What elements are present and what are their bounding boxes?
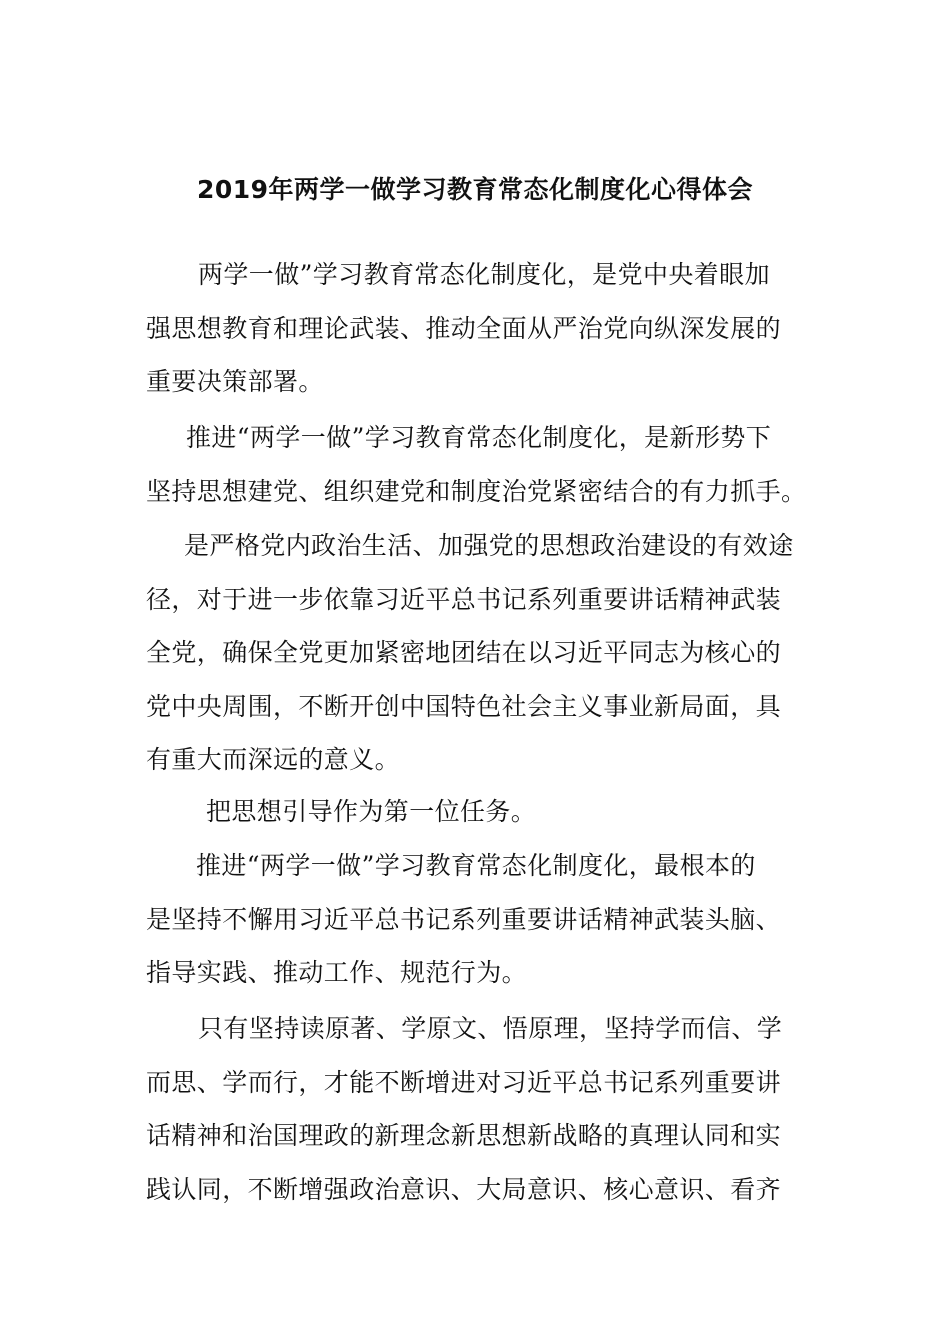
- paragraph-line: 是坚持不懈用习近平总书记系列重要讲话精神武装头脑、: [146, 904, 782, 934]
- paragraph-line: 全党，确保全党更加紧密地团结在以习近平同志为核心的: [146, 638, 782, 667]
- paragraph-line: 党中央周围，不断开创中国特色社会主义事业新局面，具: [146, 691, 782, 721]
- paragraph-line: 把思想引导作为第一位任务。: [206, 797, 537, 826]
- paragraph-line: 有重大而深远的意义。: [146, 745, 401, 774]
- paragraph-5: [146, 839, 796, 1000]
- paragraph-line: 推进“两学一做”学习教育常态化制度化，是新形势下: [186, 423, 772, 452]
- paragraph-line: 只有坚持读原著、学原文、悟原理，坚持学而信、学: [198, 1014, 783, 1043]
- document-title: 2019年两学一做学习教育常态化制度化心得体会: [196, 175, 754, 204]
- paragraph-line: 践认同，不断增强政治意识、大局意识、核心意识、看齐: [146, 1174, 782, 1204]
- paragraph-1: [146, 248, 796, 409]
- paragraph-line: 重要决策部署。: [146, 367, 324, 396]
- paragraph-2: [146, 411, 807, 518]
- paragraph-6: [146, 1002, 796, 1216]
- paragraph-line: 径，对于进一步依靠习近平总书记系列重要讲话精神武装: [146, 584, 782, 614]
- paragraph-line: 而思、学而行，才能不断增进对习近平总书记系列重要讲: [146, 1067, 782, 1097]
- paragraph-line: 话精神和治国理政的新理念新思想新战略的真理认同和实: [146, 1121, 782, 1150]
- paragraph-line: 坚持思想建党、组织建党和制度治党紧密结合的有力抓手。: [146, 476, 807, 506]
- paragraph-3: [146, 519, 796, 787]
- paragraph-line: 是严格党内政治生活、加强党的思想政治建设的有效途: [184, 531, 794, 560]
- paragraph-line: 两学一做”学习教育常态化制度化，是党中央着眼加: [198, 260, 770, 289]
- paragraph-4: [146, 785, 796, 839]
- paragraph-line: 推进“两学一做”学习教育常态化制度化，最根本的: [196, 851, 756, 880]
- paragraph-line: 强思想教育和理论武装、推动全面从严治党向纵深发展的: [146, 313, 782, 343]
- paragraph-line: 指导实践、推动工作、规范行为。: [146, 958, 528, 987]
